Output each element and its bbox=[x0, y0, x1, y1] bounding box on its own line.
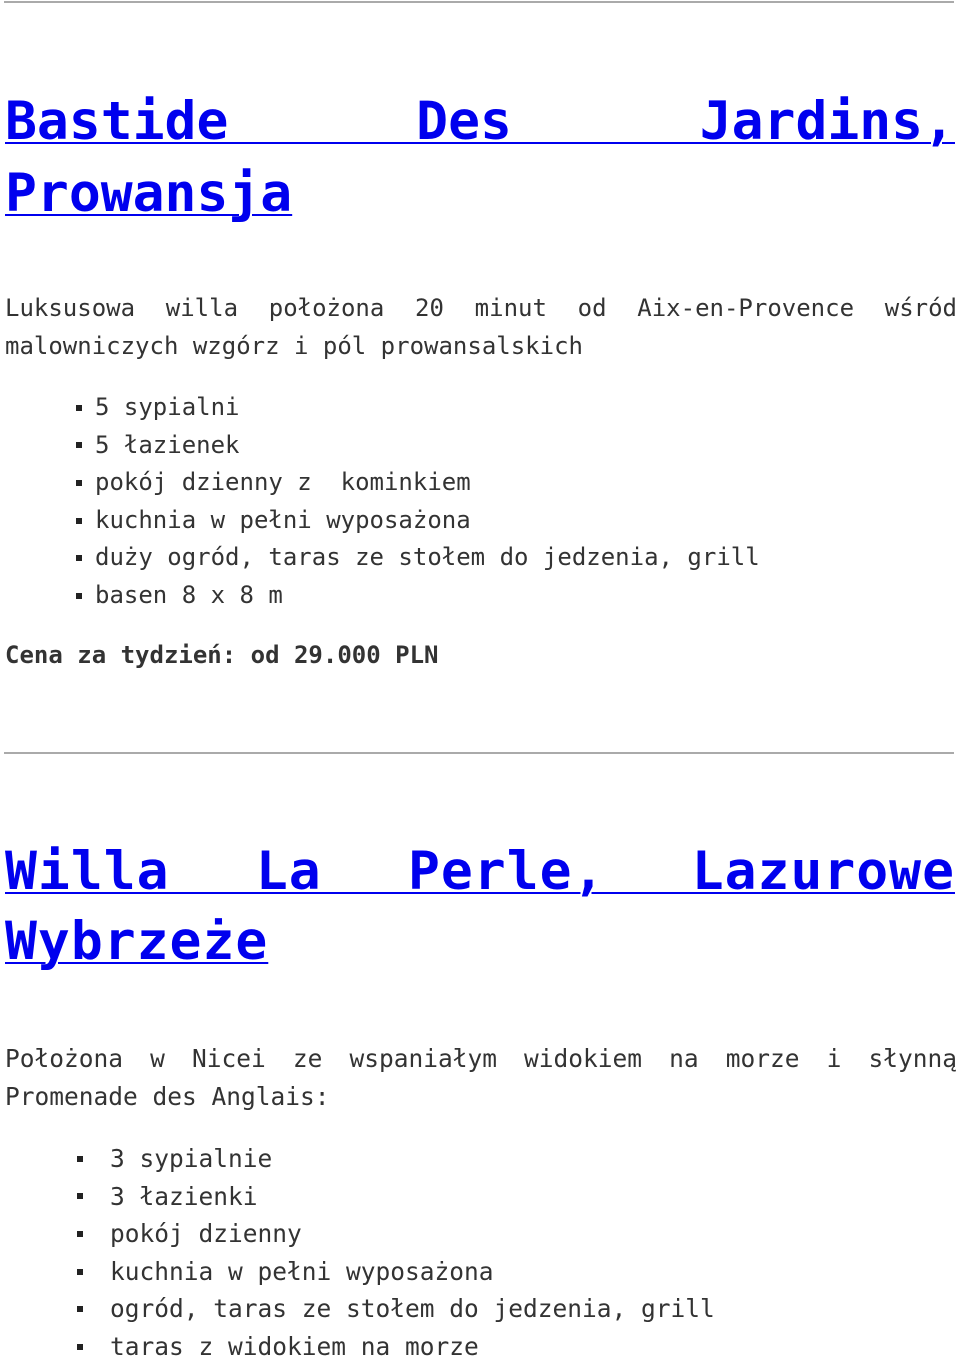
bullet-icon bbox=[76, 593, 82, 599]
feature-text: 3 łazienki bbox=[110, 1181, 258, 1211]
feature-item bbox=[110, 1253, 715, 1291]
feature-item bbox=[95, 502, 760, 540]
bullet-icon bbox=[77, 1156, 83, 1162]
bullet-icon bbox=[77, 1269, 83, 1275]
listing-title bbox=[5, 837, 955, 977]
listing-title-link[interactable]: Bastide Des Jardins, Prowansja bbox=[5, 91, 955, 224]
feature-item bbox=[95, 539, 760, 577]
feature-text: pokój dzienny z kominkiem bbox=[95, 468, 471, 497]
feature-item bbox=[95, 577, 760, 615]
feature-list bbox=[95, 389, 760, 615]
feature-text: ogród, taras ze stołem do jedzenia, grill bbox=[110, 1294, 715, 1324]
feature-text: duży ogród, taras ze stołem do jedzenia, grill bbox=[95, 543, 760, 572]
listing-title bbox=[5, 86, 955, 230]
feature-text: 5 sypialni bbox=[95, 393, 240, 421]
bullet-icon bbox=[77, 1344, 83, 1350]
feature-item bbox=[95, 464, 760, 502]
bullet-icon bbox=[77, 1306, 83, 1312]
bullet-icon bbox=[76, 518, 82, 524]
feature-item bbox=[110, 1140, 715, 1178]
listing-title-link[interactable]: Willa La Perle, Lazurowe Wybrzeże bbox=[5, 841, 955, 972]
feature-text: kuchnia w pełni wyposażona bbox=[95, 505, 471, 534]
feature-item bbox=[110, 1290, 715, 1328]
bullet-icon bbox=[77, 1231, 83, 1237]
price-label: Cena za tydzień: od 29.000 PLN bbox=[5, 641, 439, 669]
bullet-icon bbox=[76, 442, 82, 448]
feature-text: taras z widokiem na morze bbox=[110, 1331, 479, 1361]
feature-item bbox=[95, 427, 760, 465]
bullet-icon bbox=[76, 555, 82, 561]
bullet-icon bbox=[76, 480, 82, 486]
feature-item bbox=[110, 1215, 715, 1253]
feature-item bbox=[110, 1328, 715, 1366]
feature-text: 5 łazienek bbox=[95, 430, 240, 459]
top-divider bbox=[4, 1, 954, 3]
feature-text: basen 8 x 8 m bbox=[95, 580, 283, 609]
bullet-icon bbox=[77, 1193, 83, 1199]
feature-list bbox=[110, 1140, 715, 1366]
feature-text: kuchnia w pełni wyposażona bbox=[110, 1256, 494, 1286]
bullet-icon bbox=[76, 405, 82, 411]
feature-item bbox=[95, 389, 760, 427]
section-divider bbox=[4, 752, 954, 754]
listing-description: Luksusowa willa położona 20 minut od Aix-en-Provence wśród malowniczych wzgórz i pól prowansalskich bbox=[5, 294, 957, 360]
feature-text: pokój dzienny bbox=[110, 1219, 302, 1249]
feature-item bbox=[110, 1178, 715, 1216]
feature-text: 3 sypialnie bbox=[110, 1144, 273, 1173]
listing-description: Położona w Nicei ze wspaniałym widokiem na morze i słynną Promenade des Anglais: bbox=[5, 1044, 957, 1111]
